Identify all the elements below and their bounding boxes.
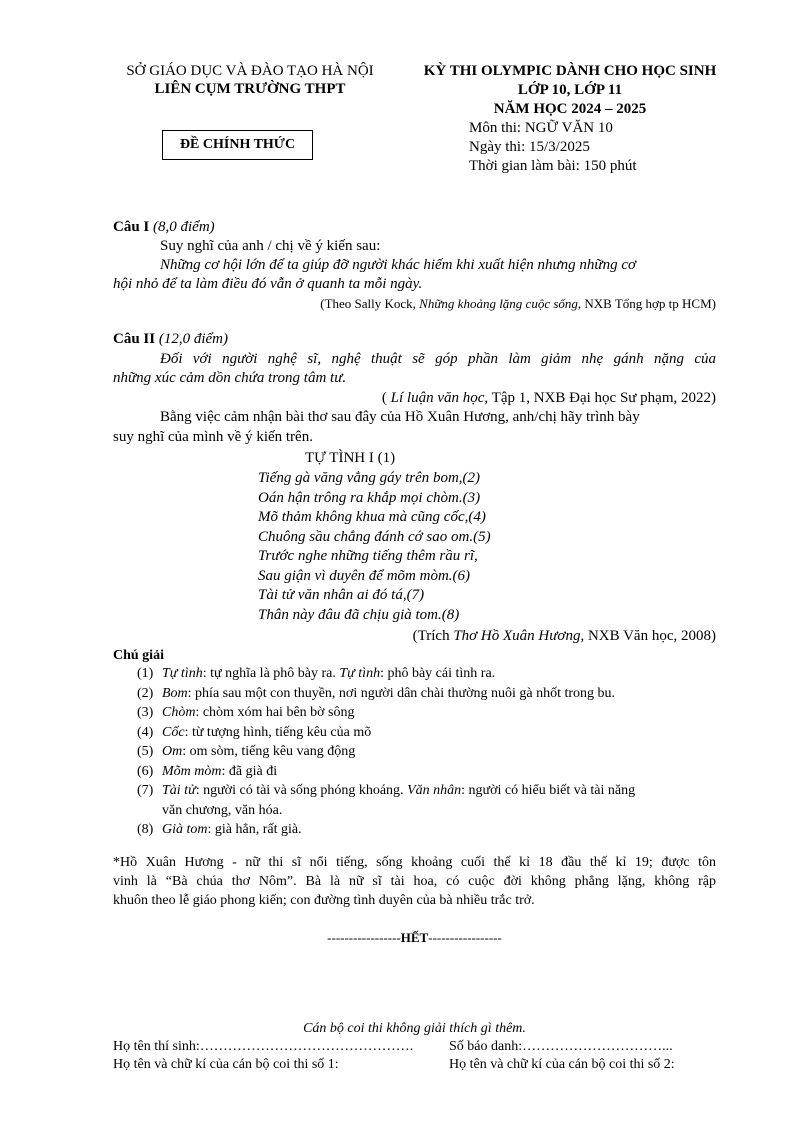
note-number: (3) — [137, 705, 154, 720]
question-2-source-post: , Tập 1, NXB Đại học Sư phạm, 2022) — [484, 389, 716, 406]
notes-list — [137, 664, 727, 840]
question-2-points: (12,0 điểm) — [158, 331, 229, 347]
exam-grades: LỚP 10, LỚP 11 — [517, 82, 623, 98]
poem-line: Chuông sầu chẳng đánh cớ sao om.(5) — [258, 528, 491, 545]
proctor-1-signature: Họ tên và chữ kí của cán bộ coi thi số 1: — [113, 1057, 339, 1072]
no-explanation-note: Cán bộ coi thi không giải thích gì thêm. — [303, 1021, 526, 1036]
note-item — [137, 664, 727, 684]
note-term: Tài tử — [162, 783, 196, 798]
question-1-label: Câu I — [113, 219, 150, 235]
poem — [258, 469, 491, 625]
candidate-number-line: Số báo danh:…………………………... — [449, 1039, 673, 1054]
school-year: NĂM HỌC 2024 – 2025 — [493, 101, 647, 117]
note-item — [137, 820, 727, 840]
note-item — [137, 723, 727, 743]
question-2-label: Câu II — [113, 331, 156, 347]
question-1-quote-line1: Những cơ hội lớn để ta giúp đỡ người khác hiếm khi xuất hiện nhưng những cơ — [160, 257, 637, 273]
note-term: Om — [162, 744, 183, 759]
exam-date: Ngày thi: 15/3/2025 — [469, 139, 590, 155]
note-text: : tự nghĩa là phô bày ra. — [202, 666, 340, 681]
poem-line: Sau giận vì duyên để mõm mòm.(6) — [258, 567, 471, 584]
poem-source-pre: (Trích — [412, 628, 454, 644]
question-2-source-title: Lí luận văn học — [390, 389, 485, 406]
header-right — [400, 62, 740, 119]
poem-line: Oán hận trông ra khắp mọi chòm.(3) — [258, 489, 481, 506]
exam-title: KỲ THI OLYMPIC DÀNH CHO HỌC SINH — [423, 63, 717, 79]
end-mark-text: -----------------HẾT----------------- — [327, 930, 502, 945]
poem-source-post: , NXB Văn học, 2008) — [580, 628, 716, 644]
note-item — [137, 781, 727, 801]
note-term: Cốc — [162, 724, 185, 740]
note-term: Mõm mòm — [162, 763, 222, 779]
official-exam-box — [162, 130, 313, 160]
note-item — [137, 742, 727, 762]
note-continuation: văn chương, văn hóa. — [162, 802, 283, 818]
note-item — [137, 684, 727, 704]
question-1 — [113, 218, 716, 313]
note-text: : phô bày cái tình ra. — [380, 666, 496, 681]
poem-line: Tiếng gà văng vẳng gáy trên bom,(2) — [258, 470, 481, 486]
note-term: Già tom — [162, 822, 208, 837]
note-text: : phía sau một con thuyền, nơi người dân chài thường nuôi gà nhốt trong bu. — [187, 685, 616, 701]
question-2-quote-line1: Đối với người nghệ sĩ, nghệ thuật sẽ góp phần làm giảm nhẹ gánh nặng của — [160, 350, 716, 367]
note-text: : đã già đi — [221, 763, 278, 779]
poem-line: Tài tử văn nhân ai đó tá,(7) — [258, 587, 425, 603]
author-note-line3: khuôn theo lễ giáo phong kiến; con đường tình duyên của bà nhiều trắc trở. — [113, 893, 535, 908]
proctor-2-signature: Họ tên và chữ kí của cán bộ coi thi số 2: — [449, 1057, 675, 1072]
note-text: : người có tài và sống phóng khoáng. — [195, 783, 408, 798]
question-1-prompt: Suy nghĩ của anh / chị về ý kiến sau: — [160, 238, 381, 254]
question-1-quote-line2: hội nhỏ để ta làm điều đó vẫn ở quanh ta mỗi ngày. — [113, 276, 423, 292]
question-2-quote-line2: những xúc cảm dồn chứa trong tâm tư. — [113, 370, 347, 386]
question-2-task-line1: Bằng việc cảm nhận bài thơ sau đây của Hồ Xuân Hương, anh/chị hãy trình bày — [160, 409, 640, 425]
author-note-line2: vinh là “Bà chúa thơ Nôm”. Bà là nữ sĩ tài hoa, có cuộc đời không phẳng lặng, không rập — [113, 874, 716, 889]
note-number: (8) — [137, 822, 154, 837]
question-1-source-pre: (Theo Sally Kock, — [320, 296, 420, 311]
poem-source — [413, 627, 716, 647]
note-term: Bom — [162, 685, 188, 701]
note-item — [137, 703, 727, 723]
question-2-task-line2: suy nghĩ của mình về ý kiến trên. — [113, 428, 313, 445]
note-text: : từ tượng hình, tiếng kêu của mõ — [184, 724, 372, 740]
question-1-points: (8,0 điểm) — [153, 219, 215, 235]
note-text: : người có hiểu biết và tài năng — [461, 783, 636, 798]
note-number: (7) — [137, 783, 154, 798]
question-2-source — [113, 389, 716, 409]
note-text: : chòm xóm hai bên bờ sông — [195, 705, 355, 720]
notes-heading: Chú giải — [113, 648, 164, 663]
exam-duration: Thời gian làm bài: 150 phút — [469, 158, 637, 174]
poem-line: Thân này đâu đã chịu già tom.(8) — [258, 606, 460, 623]
note-number: (5) — [137, 744, 154, 759]
note-item — [137, 762, 727, 782]
poem-title: TỰ TÌNH I (1) — [305, 450, 396, 466]
note-text: : om sòm, tiếng kêu vang động — [182, 744, 356, 759]
note-number: (4) — [137, 724, 154, 740]
note-term: Văn nhân — [407, 783, 462, 798]
exam-info — [469, 119, 637, 176]
poem-source-title: Thơ Hồ Xuân Hương — [453, 628, 581, 644]
poem-line: Trước nghe những tiếng thêm rầu rĩ, — [258, 548, 478, 564]
note-number: (2) — [137, 685, 154, 701]
candidate-name-line: Họ tên thí sinh:………………………………………. — [113, 1039, 414, 1054]
header-left — [100, 62, 400, 98]
note-text: : già hẳn, rất già. — [207, 822, 302, 837]
note-term: Chòm — [162, 705, 196, 720]
department-name: SỞ GIÁO DỤC VÀ ĐÀO TẠO HÀ NỘI — [126, 63, 374, 79]
exam-subject: Môn thi: NGỮ VĂN 10 — [469, 120, 613, 136]
official-exam-label: ĐỀ CHÍNH THỨC — [179, 137, 296, 152]
question-2 — [113, 330, 716, 447]
note-number: (1) — [137, 666, 154, 681]
author-note-line1: *Hồ Xuân Hương - nữ thi sĩ nổi tiếng, sống khoảng cuối thế kỉ 18 đầu thế kỉ 19; được tôn — [113, 855, 716, 870]
question-2-source-pre: ( — [381, 389, 391, 406]
question-1-source-post: , NXB Tổng hợp tp HCM) — [577, 296, 716, 311]
author-note — [113, 853, 716, 910]
note-term: Tự tình — [339, 666, 381, 681]
note-term: Tự tình — [162, 666, 203, 681]
end-mark — [113, 929, 716, 947]
question-1-source-title: Những khoảng lặng cuộc sống — [419, 296, 578, 311]
question-1-source — [113, 294, 716, 313]
school-cluster-name: LIÊN CỤM TRƯỜNG THPT — [154, 81, 346, 97]
poem-line: Mõ thảm không khua mà cũng cốc,(4) — [258, 509, 486, 525]
note-number: (6) — [137, 763, 154, 779]
